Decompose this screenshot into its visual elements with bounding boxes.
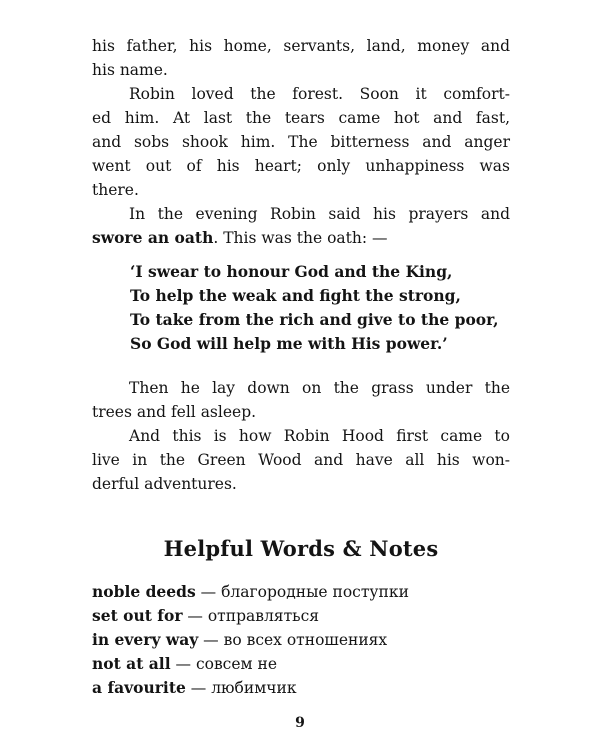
paragraph-5 (92, 424, 510, 496)
notes-heading: Helpful Words & Notes (163, 536, 439, 561)
poem-line: To help the weak and fight the strong, (130, 286, 461, 305)
poem-line: ‘I swear to honour God and the King, (130, 262, 453, 281)
note-item (92, 652, 510, 676)
paragraph-line: Robin loved the forest. Soon it comfort- (129, 85, 510, 103)
page-number: 9 (295, 715, 305, 731)
note-term: a favourite (92, 678, 186, 697)
note-item (92, 676, 510, 700)
note-item (92, 580, 510, 604)
note-term: noble deeds (92, 582, 196, 601)
note-translation: — во всех отношениях (198, 631, 388, 649)
emphasized-phrase: swore an oath (92, 228, 214, 247)
note-term: in every way (92, 630, 199, 649)
paragraph-3 (92, 202, 510, 250)
paragraph-text: . This was the oath: — (213, 229, 388, 247)
note-translation: — благородные поступки (195, 583, 409, 601)
paragraph-1 (92, 34, 510, 82)
paragraph-line (92, 226, 510, 250)
paragraph-line: live in the Green Wood and have all his won- (92, 451, 510, 469)
poem-line: So God will help me with His power.’ (130, 334, 448, 353)
note-item (92, 628, 510, 652)
paragraph-line: Then he lay down on the grass under the (129, 379, 510, 397)
paragraph-line: ed him. At last the tears came hot and fast, (92, 109, 510, 127)
paragraph-4 (92, 376, 510, 424)
note-item (92, 604, 510, 628)
oath-poem (130, 260, 510, 356)
notes-list (92, 580, 510, 700)
paragraph-line: there. (92, 181, 139, 199)
paragraph-line: his father, his home, servants, land, money and (92, 37, 510, 55)
paragraph-line: went out of his heart; only unhappiness was (92, 157, 510, 175)
note-term: set out for (92, 606, 183, 625)
paragraph-line: his name. (92, 61, 168, 79)
note-translation: — любимчик (185, 679, 297, 697)
poem-line: To take from the rich and give to the poor, (130, 310, 499, 329)
paragraph-line: In the evening Robin said his prayers and (129, 205, 510, 223)
paragraph-line: derful adventures. (92, 475, 237, 493)
note-translation: — совсем не (170, 655, 278, 673)
paragraph-line: And this is how Robin Hood first came to (129, 427, 510, 445)
paragraph-line: and sobs shook him. The bitterness and anger (92, 133, 510, 151)
note-translation: — отправляться (182, 607, 320, 625)
paragraph-line: trees and fell asleep. (92, 403, 257, 421)
note-term: not at all (92, 654, 171, 673)
paragraph-2 (92, 82, 510, 202)
